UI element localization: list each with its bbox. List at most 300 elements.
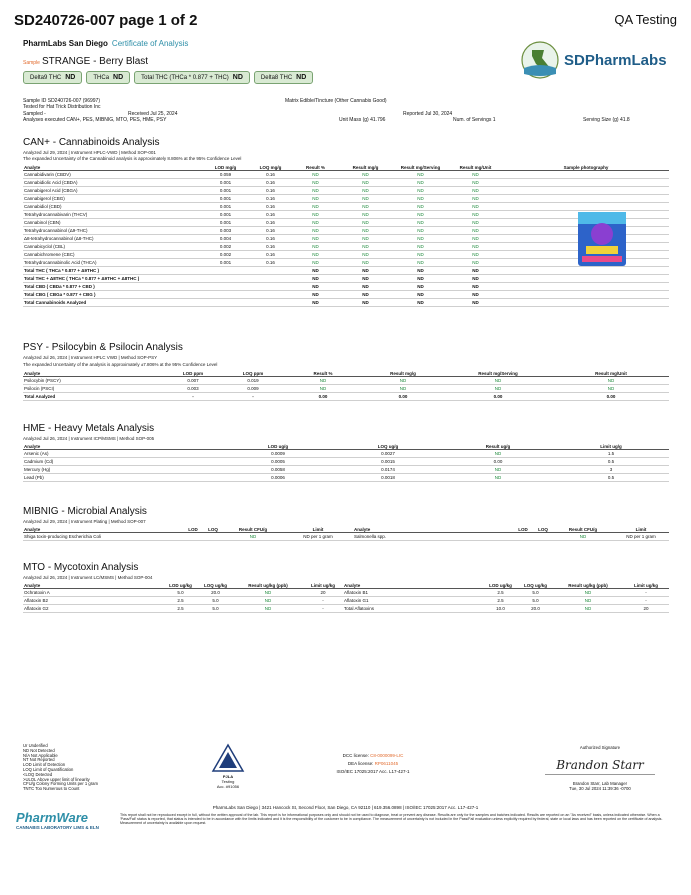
table-cell: 1.5 xyxy=(553,450,669,458)
table-cell: ND xyxy=(293,275,338,283)
table-cell: Cannabigerol (CBG) xyxy=(23,195,203,203)
table-cell xyxy=(203,299,248,307)
table-cell: 0.001 xyxy=(203,179,248,187)
table-cell: 0.0018 xyxy=(333,474,443,482)
table-cell: - xyxy=(163,393,223,401)
signature-script: Brandon Starr xyxy=(545,758,655,775)
table-cell: 0.16 xyxy=(248,243,293,251)
table-cell: ND xyxy=(448,235,503,243)
table-cell: 0.001 xyxy=(203,259,248,267)
table-cell: ND xyxy=(448,179,503,187)
table-cell: 2.5 xyxy=(163,597,198,605)
column-header: Analyte xyxy=(23,527,183,533)
table-cell: 0.001 xyxy=(203,219,248,227)
table-cell: ND xyxy=(448,291,503,299)
table-cell: Aflatoxin G1 xyxy=(343,597,483,605)
table-cell: ND xyxy=(338,179,393,187)
column-header: Result CFU/g xyxy=(553,527,613,533)
column-header: Analyte xyxy=(23,583,163,589)
badge-delta9 xyxy=(23,71,82,84)
column-header: LOD ug/g xyxy=(223,444,333,450)
table-cell: ND xyxy=(338,235,393,243)
table-row xyxy=(23,187,669,195)
column-header: LOD xyxy=(513,527,533,533)
table-cell: 0.003 xyxy=(203,227,248,235)
column-header: Result mg/g xyxy=(363,371,443,377)
table-cell: ND xyxy=(443,385,553,393)
table-cell: ND xyxy=(338,187,393,195)
psy-title: PSY - Psilocybin & Psilocin Analysis xyxy=(23,342,183,353)
table-row xyxy=(23,219,669,227)
table-cell: Arsenic (As) xyxy=(23,450,223,458)
table-cell xyxy=(503,299,669,307)
table-cell: ND xyxy=(338,283,393,291)
license-info xyxy=(300,752,446,776)
disclaimer: This report shall not be reproduced except in full, without the written approval of the lab. This report is for informational purposes only and should not be used to diagnose, treat or prevent any disease. Results are only for the samples and batches indicated. Results are reported on an "As received" basis, unless indicated otherwise. When a 'Pass/Fail' status is reported, that status is intended to be in accordance with the limits indicated and it is the responsibility of the customer to be in compliance. The measurement of uncertainty is not included in the Pass/Fail evaluation unless explicitly required by federal, state or local laws and has been reported on the certificate of analysis. Measurement of uncertainty is available upon request. xyxy=(120,813,663,826)
table-cell: Total Cannabinoids Analyzed xyxy=(23,299,203,307)
dea-label: DEA license: xyxy=(347,761,374,766)
column-header: Analyte xyxy=(23,444,223,450)
qa-label: QA Testing xyxy=(614,12,677,27)
signature-name: Brandon Starr, Lab Manager xyxy=(572,781,628,786)
table-cell: ND xyxy=(448,219,503,227)
table-row xyxy=(23,458,669,466)
table-cell: ND xyxy=(293,267,338,275)
table-cell: 5.0 xyxy=(198,605,233,613)
info-row xyxy=(23,117,669,123)
abbreviation-legend xyxy=(23,744,98,792)
table-cell: - xyxy=(303,605,343,613)
summary-badges xyxy=(23,71,313,84)
column-header: LOQ ppm xyxy=(223,371,283,377)
table-cell: 0.0027 xyxy=(333,450,443,458)
table-cell: 0.16 xyxy=(248,235,293,243)
table-cell: 0.001 xyxy=(203,187,248,195)
table-cell: ND xyxy=(363,377,443,385)
can-meta: Analyzed Jul 29, 2024 | Instrument HPLC-VWD | Method SOP-001 xyxy=(23,150,156,155)
psy-meta: Analyzed Jul 26, 2024 | Instrument HPLC VWD | Method SOP-PSY xyxy=(23,355,158,360)
badge-label: Delta9 THC xyxy=(30,74,62,81)
table-cell: ND xyxy=(393,171,448,179)
column-header: Result mg/g xyxy=(338,165,393,171)
dcc-label: DCC license: xyxy=(342,753,369,758)
column-header: LOQ ug/kg xyxy=(198,583,233,589)
psilocybin-table xyxy=(23,371,669,401)
table-row xyxy=(23,211,669,219)
table-cell: 0.001 xyxy=(203,203,248,211)
table-cell xyxy=(513,533,533,541)
table-cell: ND xyxy=(393,203,448,211)
table-cell: ND xyxy=(293,195,338,203)
table-cell xyxy=(248,283,293,291)
table-cell: ND xyxy=(393,243,448,251)
table-cell: Psilocin (PSCI) xyxy=(23,385,163,393)
table-row xyxy=(23,377,669,385)
column-header: Result mg/Unit xyxy=(553,371,669,377)
column-header: LOQ xyxy=(533,527,553,533)
pharmware-logo xyxy=(16,810,106,830)
serving-size: Serving Size (g) 41.8 xyxy=(583,116,630,123)
table-cell: - xyxy=(623,589,669,597)
table-cell: 0.007 xyxy=(163,377,223,385)
table-cell: ND xyxy=(393,267,448,275)
table-cell: ND xyxy=(283,377,363,385)
table-cell: ND xyxy=(448,195,503,203)
table-cell: Total Analyzed xyxy=(23,393,163,401)
table-cell: ND xyxy=(338,219,393,227)
table-cell: ND xyxy=(448,283,503,291)
badge-value: ND xyxy=(232,74,243,81)
table-cell: Cannabicyclol (CBL) xyxy=(23,243,203,251)
table-cell: Total THC + Δ8THC ( THCa * 0.877 + Δ9THC + Δ8THC ) xyxy=(23,275,203,283)
column-header: Result % xyxy=(283,371,363,377)
table-cell: Tetrahydrocannabinol (Δ9-THC) xyxy=(23,227,203,235)
table-cell: 0.0174 xyxy=(333,466,443,474)
table-row xyxy=(23,589,669,597)
pjla-line1: Testing xyxy=(221,779,235,784)
table-row xyxy=(23,597,669,605)
table-cell: 2.5 xyxy=(483,589,518,597)
table-cell: 0.0015 xyxy=(333,458,443,466)
table-row xyxy=(23,533,669,541)
column-header: LOD mg/g xyxy=(203,165,248,171)
badge-delta8 xyxy=(254,71,313,84)
table-cell: ND per 1 gram xyxy=(283,533,353,541)
analyses: Analyses executed CAN+, PES, MIBNIG, MTO, PES, HME, PSY xyxy=(23,116,167,123)
column-header: Limit xyxy=(613,527,669,533)
table-cell: ND xyxy=(448,251,503,259)
table-cell: ND xyxy=(293,227,338,235)
table-cell: Mercury (Hg) xyxy=(23,466,223,474)
table-cell: 20.0 xyxy=(198,589,233,597)
table-cell: 0.00 xyxy=(283,393,363,401)
table-cell: ND xyxy=(363,385,443,393)
table-cell: ND xyxy=(393,235,448,243)
signature-block xyxy=(545,745,655,791)
table-cell xyxy=(183,533,203,541)
table-cell: Lead (Pb) xyxy=(23,474,223,482)
table-cell: ND xyxy=(233,605,303,613)
table-cell: 0.009 xyxy=(223,385,283,393)
column-header: LOQ ug/kg xyxy=(518,583,553,589)
table-cell: - xyxy=(223,393,283,401)
column-header: Result ug/kg (ppb) xyxy=(233,583,303,589)
table-cell: ND per 1 gram xyxy=(613,533,669,541)
table-cell: ND xyxy=(293,259,338,267)
column-header: LOD ug/kg xyxy=(483,583,518,589)
table-cell: ND xyxy=(293,187,338,195)
table-cell: 0.16 xyxy=(248,195,293,203)
table-cell: Cannabigerol Acid (CBGA) xyxy=(23,187,203,195)
table-cell: ND xyxy=(393,179,448,187)
badge-label: Delta8 THC xyxy=(260,74,293,81)
table-cell: ND xyxy=(293,291,338,299)
table-row xyxy=(23,227,669,235)
mib-title: MIBNIG - Microbial Analysis xyxy=(23,506,147,517)
legend-item: Ur Underified xyxy=(23,743,48,748)
table-cell: Cannabichromene (CBC) xyxy=(23,251,203,259)
table-cell: 0.00 xyxy=(553,393,669,401)
signature-title: Authorized Signature xyxy=(579,745,621,750)
table-cell: ND xyxy=(448,203,503,211)
table-cell: Total Aflatoxins xyxy=(343,605,483,613)
table-row xyxy=(23,605,669,613)
table-row xyxy=(23,259,669,267)
table-cell xyxy=(503,291,669,299)
table-row xyxy=(23,283,669,291)
pharmware-name: PharmWare xyxy=(16,810,89,825)
dea-license xyxy=(300,760,446,768)
footer-address: PharmLabs San Diego | 3421 Hancock St, Second Floor, San Diego, CA 92110 | 619.356.0898 | ISO/IEC 17025:2017 Acc. L17-427-1 xyxy=(212,805,479,810)
table-cell: ND xyxy=(448,275,503,283)
product-photo xyxy=(576,208,628,270)
badge-value: ND xyxy=(113,74,124,81)
legend-item: <LOQ Detected xyxy=(23,771,53,777)
table-cell: 0.16 xyxy=(248,219,293,227)
legend-item: CFU/g Colony Forming Units per 1 gram xyxy=(23,781,98,787)
table-cell: ND xyxy=(448,243,503,251)
table-cell xyxy=(203,283,248,291)
table-cell: ND xyxy=(223,533,283,541)
table-cell: ND xyxy=(393,227,448,235)
psy-meta2: The expanded Uncertainty of the analysis is approximately ±7.806% at the 95% Confidence Level xyxy=(23,362,218,367)
table-cell: 5.0 xyxy=(198,597,233,605)
table-cell xyxy=(503,179,669,187)
table-cell: 5.0 xyxy=(518,589,553,597)
column-header: LOD ug/kg xyxy=(163,583,198,589)
lab-name: PharmLabs San Diego xyxy=(23,39,108,48)
column-header: Result ug/g xyxy=(443,444,553,450)
table-row xyxy=(23,299,669,307)
table-row xyxy=(23,275,669,283)
table-cell: 0.16 xyxy=(248,259,293,267)
column-header: Limit ug/g xyxy=(553,444,669,450)
table-cell: 5.0 xyxy=(163,589,198,597)
hme-meta: Analyzed Jul 26, 2024 | Instrument ICP/MSMS | Method SOP-005 xyxy=(23,436,155,441)
table-cell: ND xyxy=(233,597,303,605)
sampled: Sampled - xyxy=(23,110,46,117)
table-cell: ND xyxy=(293,243,338,251)
column-header: Sample photography xyxy=(503,165,669,171)
pjla-triangle-icon xyxy=(211,743,245,773)
table-cell: ND xyxy=(393,251,448,259)
unit-mass: Unit Mass (g) 41.796 xyxy=(339,116,386,123)
table-cell: 0.16 xyxy=(248,251,293,259)
sample-line xyxy=(23,56,148,67)
table-row xyxy=(23,235,669,243)
table-cell: Total CBD ( CBDa * 0.877 + CBD ) xyxy=(23,283,203,291)
table-cell xyxy=(248,299,293,307)
table-cell: 0.001 xyxy=(203,211,248,219)
table-cell: ND xyxy=(338,259,393,267)
table-cell: 0.00 xyxy=(443,458,553,466)
table-cell: Tetrahydrocannabivarin (THCV) xyxy=(23,211,203,219)
column-header: Limit xyxy=(283,527,353,533)
table-cell xyxy=(248,275,293,283)
dcc-value: C8-0000099-LIC xyxy=(370,753,404,758)
table-row xyxy=(23,450,669,458)
table-cell: ND xyxy=(448,299,503,307)
column-header: Limit ug/kg xyxy=(303,583,343,589)
table-cell: ND xyxy=(338,211,393,219)
table-cell: 0.16 xyxy=(248,187,293,195)
signature-date: Tue, 30 Jul 2024 11:39:36 -0700 xyxy=(569,786,631,791)
table-cell: ND xyxy=(293,283,338,291)
table-cell: 0.0006 xyxy=(223,474,333,482)
column-header: Result mg/Serving xyxy=(443,371,553,377)
column-header: Result % xyxy=(293,165,338,171)
table-cell: ND xyxy=(443,474,553,482)
table-row xyxy=(23,243,669,251)
table-cell: 0.16 xyxy=(248,171,293,179)
table-cell: Psilocybin (PSCY) xyxy=(23,377,163,385)
table-cell: ND xyxy=(293,219,338,227)
column-header: LOQ ug/g xyxy=(333,444,443,450)
table-cell: 20 xyxy=(623,605,669,613)
table-cell xyxy=(503,195,669,203)
logo-text: SDPharmLabs xyxy=(564,51,667,69)
table-cell: 0.0009 xyxy=(223,450,333,458)
legend-item: N/A Not Applicable xyxy=(23,752,58,758)
table-cell: ND xyxy=(293,251,338,259)
table-cell: ND xyxy=(443,377,553,385)
pjla-name: PJLA xyxy=(222,774,234,779)
column-header: Analyte xyxy=(23,165,203,171)
legend-item: TNTC Too Numerous to Count xyxy=(23,786,80,792)
column-header: LOQ mg/g xyxy=(248,165,293,171)
table-cell: ND xyxy=(553,589,623,597)
table-row xyxy=(23,291,669,299)
table-cell: ND xyxy=(293,299,338,307)
table-cell: - xyxy=(623,597,669,605)
table-row xyxy=(23,474,669,482)
can-title: CAN+ - Cannabinoids Analysis xyxy=(23,137,160,148)
badge-value: ND xyxy=(65,74,76,81)
sdpharmlabs-logo xyxy=(520,37,680,83)
table-row xyxy=(23,251,669,259)
table-cell: ND xyxy=(448,227,503,235)
table-cell: Aflatoxin G2 xyxy=(23,605,163,613)
table-cell: Total CBG ( CBGa * 0.877 + CBG ) xyxy=(23,291,203,299)
table-cell: ND xyxy=(393,275,448,283)
table-cell: Cannabinol (CBN) xyxy=(23,219,203,227)
table-cell xyxy=(203,267,248,275)
tested-for: Tested for Hat Trick Distribution Inc xyxy=(23,104,101,111)
table-cell: 0.00 xyxy=(443,393,553,401)
table-cell: ND xyxy=(393,283,448,291)
table-cell: Δ8-tetrahydrocannabinol (Δ8-THC) xyxy=(23,235,203,243)
column-header: Result mg/Serving xyxy=(393,165,448,171)
table-cell: Shiga toxin-producing Escherichia Coli xyxy=(23,533,183,541)
can-meta2: The expanded Uncertainty of the Cannabinoid analysis is approximately 8.806% at the 95% Confidence Level xyxy=(23,156,242,161)
sample-label: Sample xyxy=(23,60,40,66)
table-cell: ND xyxy=(553,533,613,541)
table-cell: Cannabidiol (CBD) xyxy=(23,203,203,211)
mycotoxin-table xyxy=(23,583,669,613)
table-cell: ND xyxy=(448,259,503,267)
dcc-license xyxy=(300,752,446,760)
table-cell xyxy=(533,533,553,541)
column-header: Analyte xyxy=(353,527,513,533)
table-cell: ND xyxy=(338,203,393,211)
table-cell: 5.0 xyxy=(518,597,553,605)
matrix: Matrix Edible/Tincture (Other Cannabis Good) xyxy=(285,98,387,104)
table-cell: ND xyxy=(293,235,338,243)
table-cell: 2.5 xyxy=(483,597,518,605)
hme-title: HME - Heavy Metals Analysis xyxy=(23,423,155,434)
table-cell: ND xyxy=(393,187,448,195)
column-header: Limit ug/kg xyxy=(623,583,669,589)
cannabinoid-table xyxy=(23,165,669,307)
table-cell: 0.0058 xyxy=(223,466,333,474)
table-cell: ND xyxy=(338,275,393,283)
table-cell: ND xyxy=(338,243,393,251)
dea-value: RP0611045 xyxy=(374,761,399,766)
servings: Num. of Servings 1 xyxy=(453,116,496,123)
mto-title: MTO - Mycotoxin Analysis xyxy=(23,562,139,573)
table-row xyxy=(23,171,669,179)
table-cell xyxy=(203,291,248,299)
reported: Reported Jul 30, 2024 xyxy=(403,110,453,117)
table-cell: Cadmium (Cd) xyxy=(23,458,223,466)
pjla-mark xyxy=(205,743,251,789)
table-cell: 10.0 xyxy=(483,605,518,613)
table-cell: Aflatoxin B1 xyxy=(343,589,483,597)
table-row xyxy=(23,466,669,474)
table-cell: ND xyxy=(443,450,553,458)
table-cell xyxy=(503,171,669,179)
table-cell: 0.16 xyxy=(248,179,293,187)
table-cell: 0.001 xyxy=(203,195,248,203)
column-header: Result ug/kg (ppb) xyxy=(553,583,623,589)
table-cell: ND xyxy=(393,259,448,267)
table-cell: ND xyxy=(393,195,448,203)
received: Received Jul 25, 2024 xyxy=(128,110,178,117)
table-cell: ND xyxy=(448,211,503,219)
table-cell: ND xyxy=(448,171,503,179)
table-cell: 0.004 xyxy=(203,235,248,243)
table-cell: ND xyxy=(393,211,448,219)
table-cell xyxy=(248,267,293,275)
pjla-line2: Acc. #91056 xyxy=(216,784,240,789)
legend-item: ND Not Detected xyxy=(23,747,55,753)
table-cell xyxy=(248,291,293,299)
table-cell: ND xyxy=(448,187,503,195)
legend-item: >ULOL Above upper limit of linearity xyxy=(23,776,90,782)
table-cell: Total THC ( THCa * 0.877 + Δ9THC ) xyxy=(23,267,203,275)
table-cell: ND xyxy=(338,227,393,235)
table-cell: ND xyxy=(338,251,393,259)
table-cell: Cannabidiolic Acid (CBDA) xyxy=(23,179,203,187)
table-cell: 0.00 xyxy=(363,393,443,401)
table-cell: 0.002 xyxy=(203,243,248,251)
table-cell: - xyxy=(303,597,343,605)
table-cell: Aflatoxin B2 xyxy=(23,597,163,605)
table-cell: ND xyxy=(293,203,338,211)
table-row xyxy=(23,385,669,393)
table-cell: Salmonella spp. xyxy=(353,533,513,541)
legend-item: LOD Limit of Detection xyxy=(23,762,66,768)
california-seal-icon xyxy=(520,40,560,80)
iso-license: ISO/IEC 17025:2017 Acc. L17-427-1 xyxy=(336,769,410,774)
lab-line xyxy=(23,39,188,48)
table-row xyxy=(23,195,669,203)
table-cell: ND xyxy=(338,171,393,179)
column-header: LOD ppm xyxy=(163,371,223,377)
table-cell: Cannabidivarin (CBDV) xyxy=(23,171,203,179)
table-cell: Ochratoxin A xyxy=(23,589,163,597)
table-cell: ND xyxy=(293,171,338,179)
